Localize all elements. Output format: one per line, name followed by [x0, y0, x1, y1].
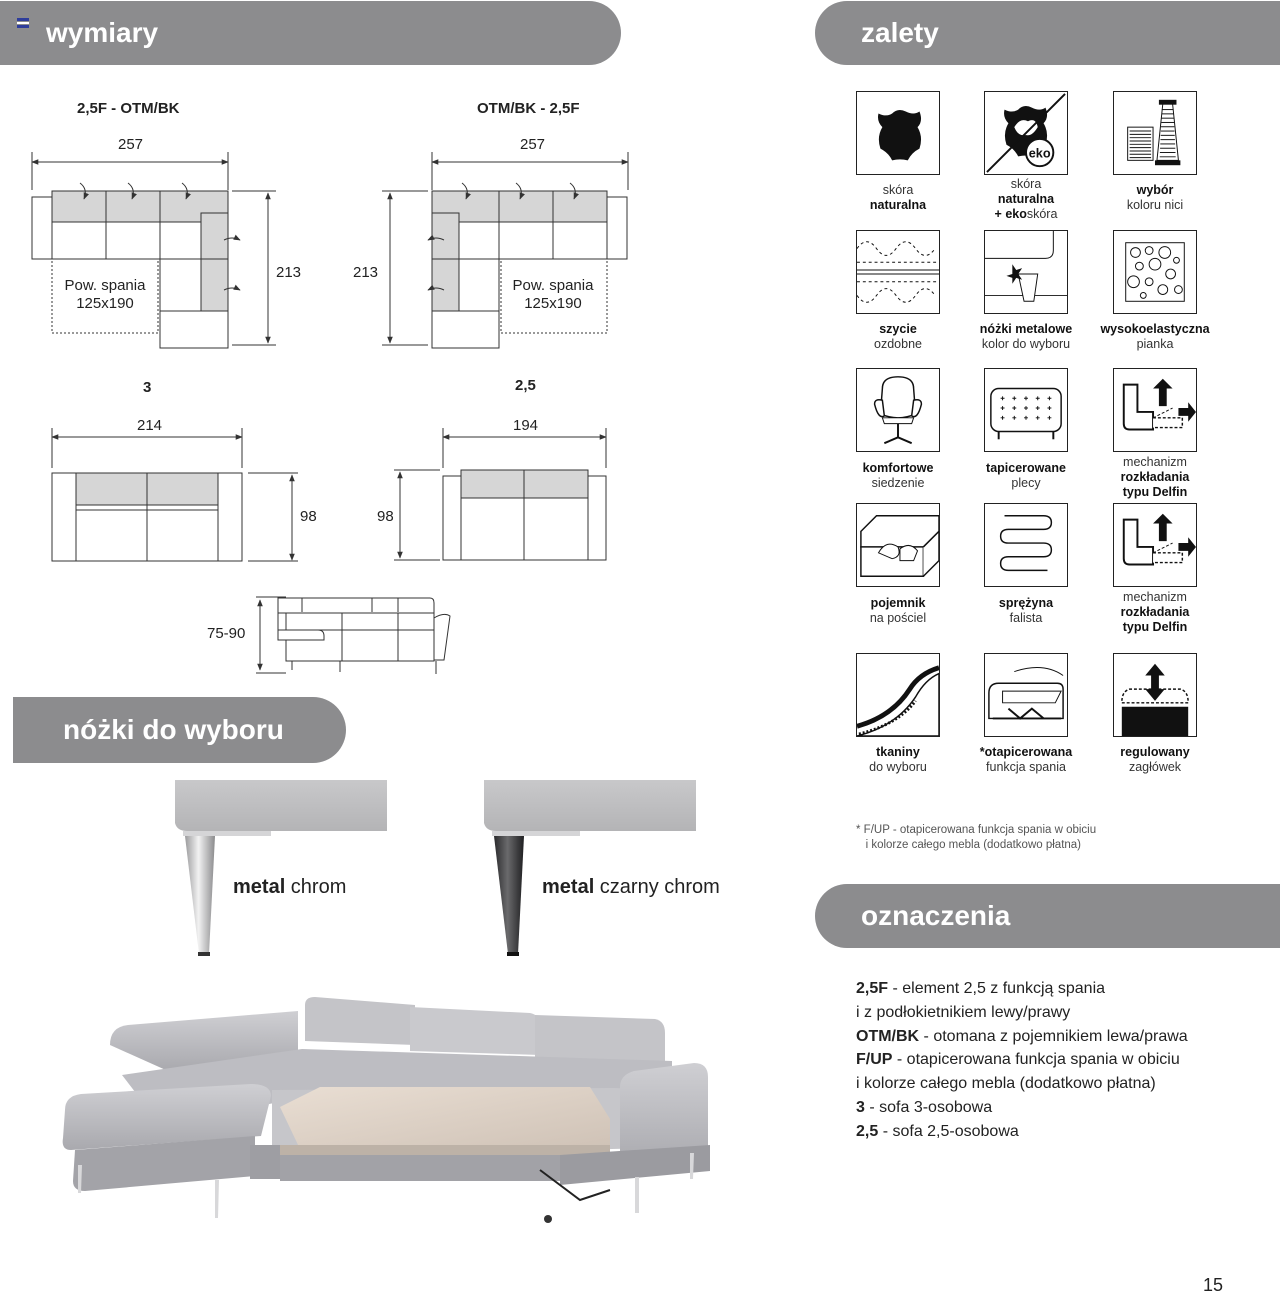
height-label: 213	[276, 264, 302, 281]
feature-caption: skóra naturalna	[869, 183, 927, 212]
leg-option-label: metal chrom	[233, 876, 347, 898]
leg-black-chrome-image	[484, 780, 696, 958]
leather-icon	[856, 91, 940, 175]
width-label: 214	[137, 417, 163, 434]
diagram-title: 2,5	[515, 377, 536, 394]
height-label: 98	[377, 508, 394, 525]
eco-leather-icon	[984, 91, 1068, 175]
feature-caption: wysokoelastyczna pianka	[1100, 322, 1210, 351]
diagram-title: 2,5F - OTM/BK	[77, 100, 180, 117]
legend-row: i kolorze całego mebla (dodatkowo płatna)	[856, 1075, 1156, 1093]
leg-chrome-image	[175, 780, 387, 958]
legend-row: 3 - sofa 3-osobowa	[856, 1098, 993, 1116]
width-label: 194	[513, 417, 539, 434]
dolphin-mechanism-icon	[1113, 503, 1197, 587]
armchair-icon	[856, 368, 940, 452]
section-title: oznaczenia	[861, 900, 1011, 931]
legend-row: i z podłokietnikiem lewy/prawy	[856, 1003, 1071, 1021]
section-title: zalety	[861, 17, 939, 48]
feature-caption: komfortowe siedzenie	[862, 461, 934, 490]
legend-row: OTM/BK - otomana z pojemnikiem lewa/prawa	[856, 1027, 1188, 1045]
section-header-legs	[13, 697, 346, 763]
feature-caption: sprężyna falista	[998, 596, 1054, 625]
feature-caption: tapicerowane plecy	[986, 461, 1066, 490]
sleep-function-icon	[984, 653, 1068, 737]
feature-caption: pojemnik na pościel	[869, 596, 927, 625]
side-height-label: 75-90	[207, 625, 246, 642]
leg-option-label: metal czarny chrom	[542, 876, 720, 898]
stitching-icon	[856, 230, 940, 314]
height-label: 98	[300, 508, 317, 525]
corner-sofa-photo	[60, 995, 720, 1230]
legend-row: F/UP - otapicerowana funkcja spania w obiciu	[856, 1051, 1180, 1069]
feature-caption: *otapicerowana funkcja spania	[979, 745, 1073, 774]
width-label: 257	[118, 136, 144, 153]
feature-caption: regulowany zagłówek	[1120, 745, 1190, 774]
spring-icon	[984, 503, 1068, 587]
footnote: * F/UP - otapicerowana funkcja spania w obiciu i kolorze całego mebla (dodatkowo płatna)	[856, 824, 1097, 851]
metal-leg-icon	[984, 230, 1068, 314]
storage-icon	[856, 503, 940, 587]
svg-text:eko: eko	[1028, 146, 1051, 161]
sleep-area-label: Pow. spania	[512, 277, 594, 294]
legend-list	[856, 977, 1188, 1144]
corner-sofa-left-diagram	[0, 0, 640, 700]
height-label: 213	[353, 264, 379, 281]
sleep-area-size: 125x190	[524, 295, 582, 312]
section-title: wymiary	[46, 17, 159, 48]
width-label: 257	[520, 136, 546, 153]
page-number: 15	[1202, 1275, 1223, 1292]
thread-spool-icon	[1113, 91, 1197, 175]
upholstered-back-icon	[984, 368, 1068, 452]
headrest-icon	[1113, 653, 1197, 737]
feature-caption: skóra naturalna + ekoskóra	[994, 177, 1058, 221]
feature-caption: nóżki metalowe kolor do wyboru	[979, 322, 1073, 351]
section-header-labels	[815, 884, 1280, 948]
section-header-advantages	[815, 1, 1280, 65]
diagram-title: OTM/BK - 2,5F	[477, 100, 580, 117]
feature-caption: mechanizm rozkładania typu Delfin	[1120, 590, 1190, 634]
sleep-area-label: Pow. spania	[64, 277, 146, 294]
legend-row: 2,5 - sofa 2,5-osobowa	[856, 1122, 1019, 1140]
feature-caption: tkaniny do wyboru	[869, 745, 927, 774]
section-title: nóżki do wyboru	[63, 714, 284, 745]
feature-caption: mechanizm rozkładania typu Delfin	[1120, 455, 1190, 499]
dolphin-mechanism-icon	[1113, 368, 1197, 452]
diagram-title: 3	[143, 379, 152, 396]
feature-caption: szycie ozdobne	[874, 322, 922, 351]
foam-icon	[1113, 230, 1197, 314]
fabric-icon	[856, 653, 940, 737]
feature-caption: wybór koloru nici	[1126, 183, 1184, 212]
sleep-area-size: 125x190	[76, 295, 134, 312]
legend-row: 2,5F - element 2,5 z funkcją spania	[856, 980, 1106, 997]
